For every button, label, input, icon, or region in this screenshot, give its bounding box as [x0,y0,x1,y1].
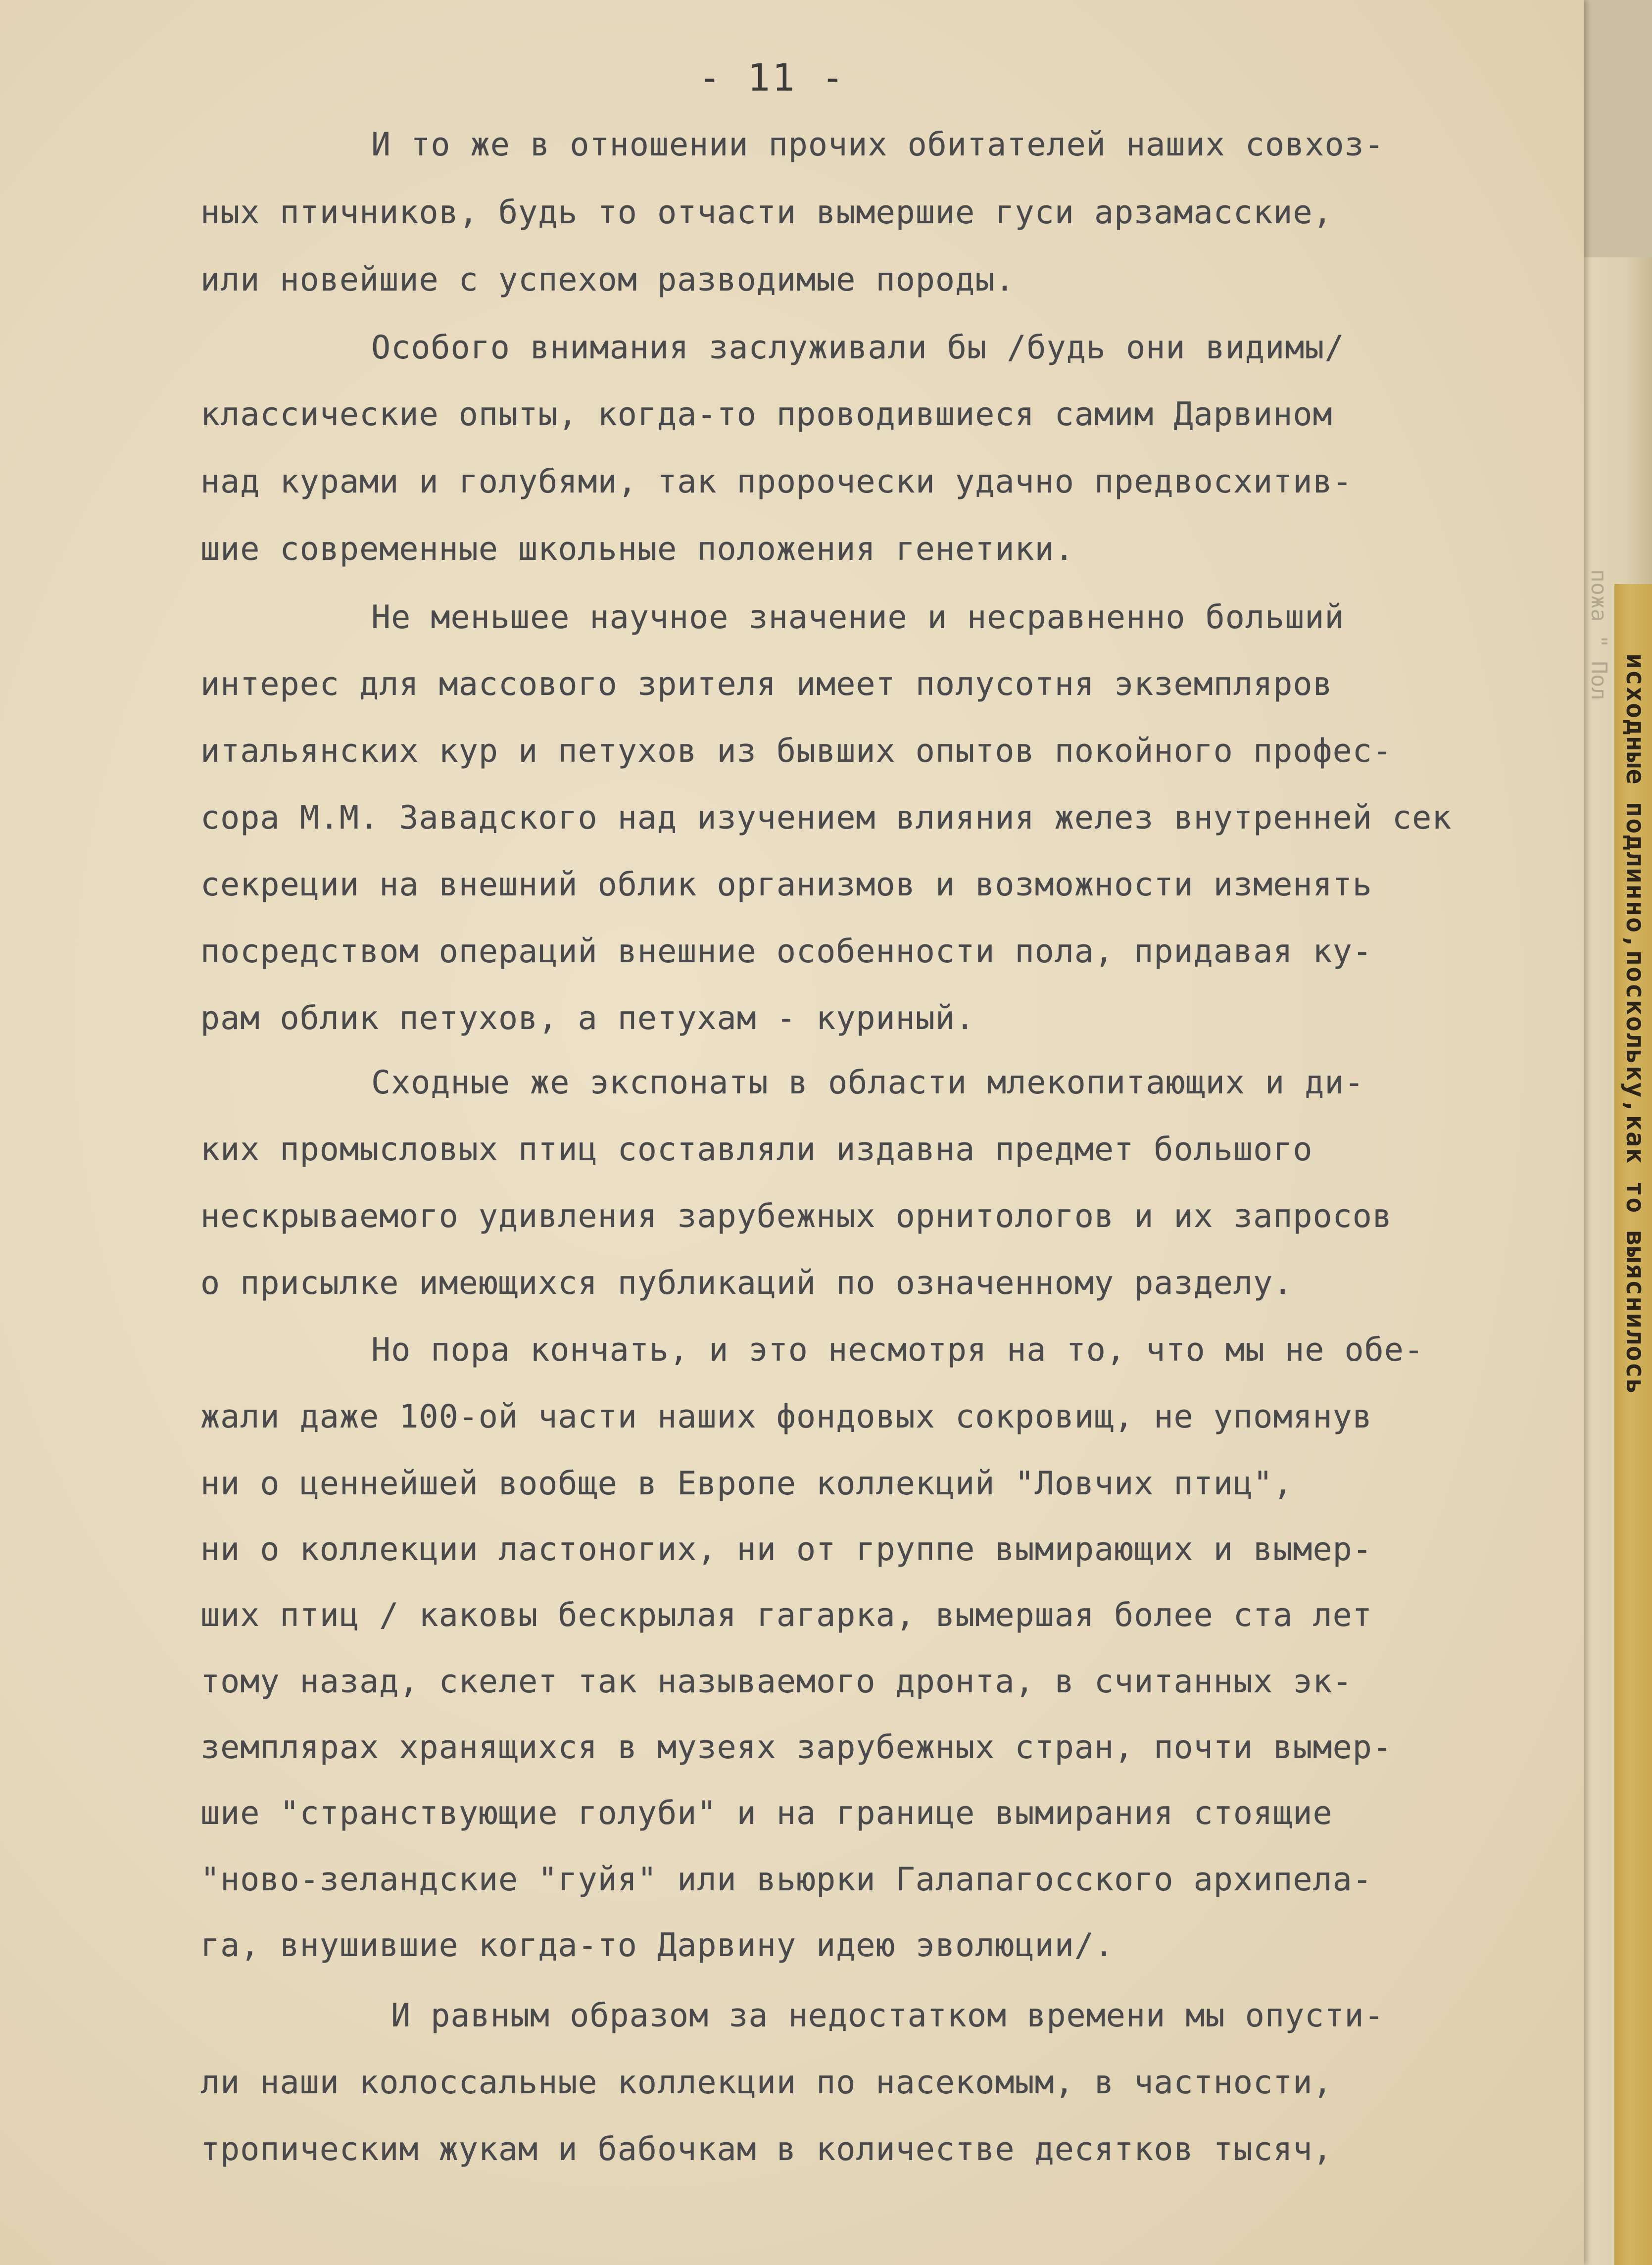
paragraph-line: земплярах хранящихся в музеях зарубежных стран, почти вымер- [200,1729,1392,1766]
paragraph-line: Но пора кончать, и это несмотря на то, что мы не обе- [371,1331,1424,1369]
paragraph-line: Сходные же экспонаты в области млекопитающих и ди- [371,1064,1364,1101]
paragraph-line: ших птиц / каковы бескрылая гагарка, вымершая более ста лет [200,1597,1372,1634]
bleed-through-text: пожа " Пол [1586,569,1611,700]
paragraph-line: "ново-зеландские "гуйя" или вьюрки Галапагосского архипела- [200,1861,1372,1898]
paragraph-line: посредством операций внешние особенности пола, придавая ку- [200,933,1372,970]
page-number: - 11 - [698,55,846,99]
paragraph-line: тропическим жукам и бабочкам в количестве десятков тысяч, [200,2131,1333,2168]
adjacent-page-text: исходные подлинно,поскольку,как то выяснилось [1620,653,1650,1395]
paragraph-line: сора М.М. Завадского над изучением влияния желез внутренней сек [200,799,1452,837]
paragraph-line: И равным образом за недостатком времени мы опусти- [391,1997,1384,2034]
paragraph-line: Особого внимания заслуживали бы /будь они видимы/ [371,329,1345,366]
paragraph-line: га, внушившие когда-то Дарвину идею эволюции/. [200,1927,1115,1964]
paragraph-line: ни о коллекции ластоногих, ни от группе вымирающих и вымер- [200,1531,1372,1568]
paragraph-line: классические опыты, когда-то проводившиеся самим Дарвином [200,396,1333,433]
paragraph-line: итальянских кур и петухов из бывших опытов покойного профес- [200,733,1392,770]
paragraph-line: рам облик петухов, а петухам - куриный. [200,1000,975,1037]
paragraph-line: тому назад, скелет так называемого дронта, в считанных эк- [200,1663,1353,1700]
paragraph-line: шие "странствующие голуби" и на границе вымирания стоящие [200,1795,1333,1832]
paragraph-line: секреции на внешний облик организмов и возможности изменять [200,866,1372,903]
paragraph-line: Не меньшее научное значение и несравненно больший [371,599,1345,636]
paragraph-line: ли наши колоссальные коллекции по насекомым, в частности, [200,2064,1333,2101]
paragraph-line: о присылке имеющихся публикаций по означенному разделу. [200,1265,1293,1302]
paragraph-line: или новейшие с успехом разводимые породы. [200,261,1015,298]
paragraph-line: ни о ценнейшей вообще в Европе коллекций "Ловчих птиц", [200,1465,1293,1502]
paragraph-line: нескрываемого удивления зарубежных орнитологов и их запросов [200,1198,1392,1235]
paragraph-line: жали даже 100-ой части наших фондовых сокровищ, не упомянув [200,1398,1372,1435]
paragraph-line: И то же в отношении прочих обитателей наших совхоз- [371,126,1384,163]
paragraph-line: интерес для массового зрителя имеет полусотня экземпляров [200,666,1333,703]
paragraph-line: над курами и голубями, так пророчески удачно предвосхитив- [200,463,1353,500]
paragraph-line: шие современные школьные положения генетики. [200,531,1074,568]
paragraph-line: ких промысловых птиц составляли издавна предмет большого [200,1131,1313,1168]
paragraph-line: ных птичников, будь то отчасти вымершие гуси арзамасские, [200,194,1333,231]
